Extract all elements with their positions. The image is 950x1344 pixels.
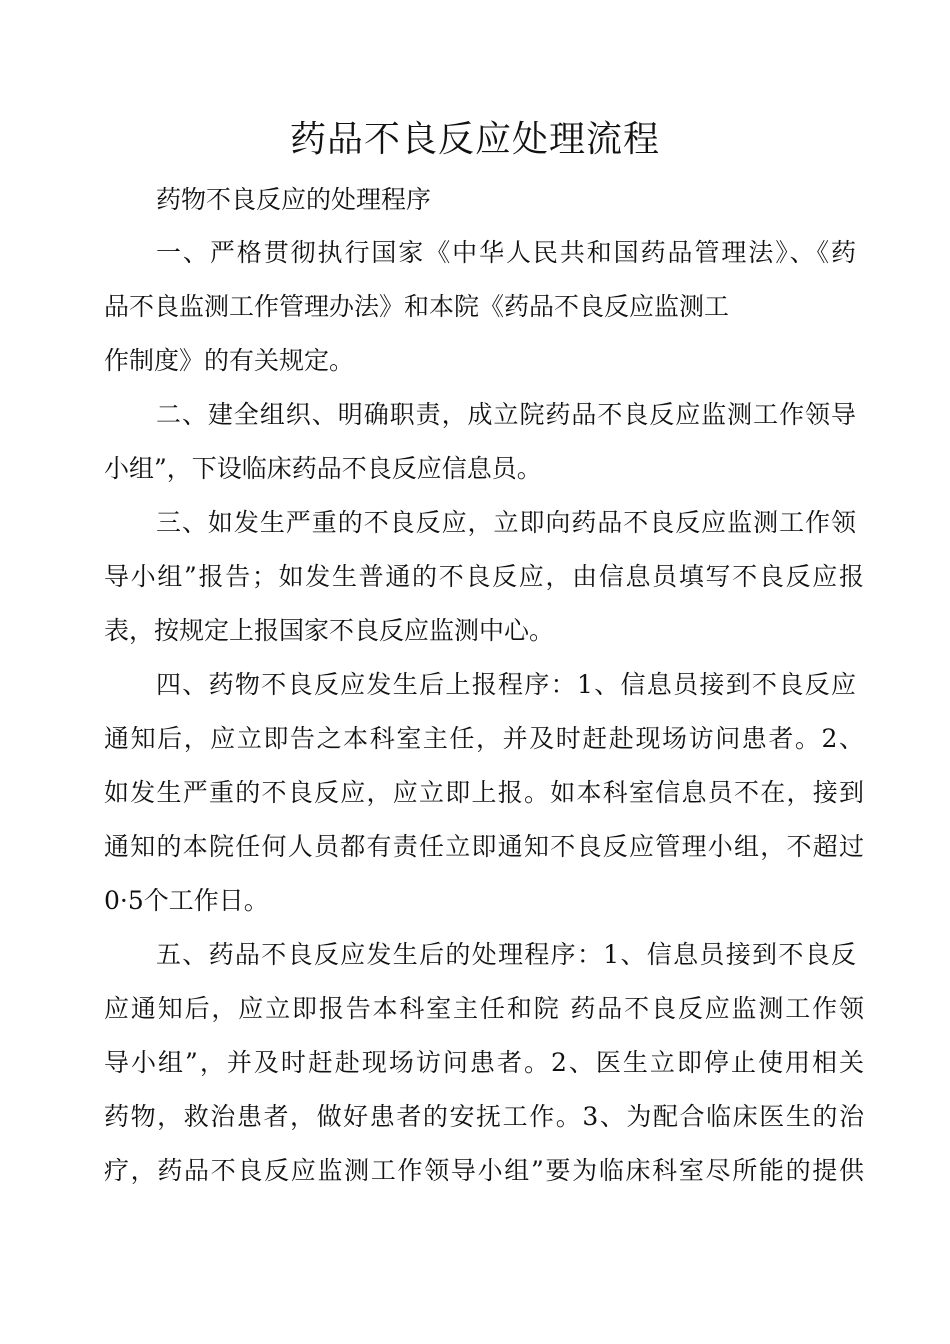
text-line-2: 一、严格贯彻执行国家《中华人民共和国药品管理法》、《药 <box>156 238 856 267</box>
text-line-17: 导小组”，并及时赶赴现场访问患者。2、医生立即停止使用相关 <box>104 1048 864 1077</box>
text-line-9: 表，按规定上报国家不良反应监测中心。 <box>104 616 555 645</box>
text-line-12: 如发生严重的不良反应，应立即上报。如本科室信息员不在，接到 <box>104 778 864 807</box>
text-line-7: 三、如发生严重的不良反应，立即向药品不良反应监测工作领 <box>156 508 856 537</box>
text-line-11: 通知后，应立即告之本科室主任，并及时赶赴现场访问患者。2、 <box>104 724 864 753</box>
text-line-13: 通知的本院任何人员都有责任立即通知不良反应管理小组，不超过 <box>104 832 864 861</box>
document-title: 药品不良反应处理流程 <box>289 119 660 160</box>
text-line-1: 药物不良反应的处理程序 <box>156 185 432 214</box>
text-line-18: 药物，救治患者，做好患者的安抚工作。3、为配合临床医生的治 <box>104 1102 864 1131</box>
text-line-5: 二、建全组织、明确职责，成立院药品不良反应监测工作领导 <box>156 400 856 429</box>
text-line-10: 四、药物不良反应发生后上报程序：1、信息员接到不良反应 <box>156 670 856 699</box>
text-line-15: 五、药品不良反应发生后的处理程序：1、信息员接到不良反 <box>156 940 856 969</box>
text-line-19: 疗，药品不良反应监测工作领导小组”要为临床科室尽所能的提供 <box>104 1156 864 1185</box>
text-line-8: 导小组”报告；如发生普通的不良反应，由信息员填写不良反应报 <box>104 562 864 591</box>
text-line-6: 小组”，下设临床药品不良反应信息员。 <box>104 454 542 483</box>
text-line-3: 品不良监测工作管理办法》和本院《药品不良反应监测工 <box>104 292 730 321</box>
text-line-16: 应通知后，应立即报告本科室主任和院 药品不良反应监测工作领 <box>104 994 864 1023</box>
text-line-4: 作制度》的有关规定。 <box>104 346 355 375</box>
text-line-14: 0·5个工作日。 <box>104 886 269 915</box>
